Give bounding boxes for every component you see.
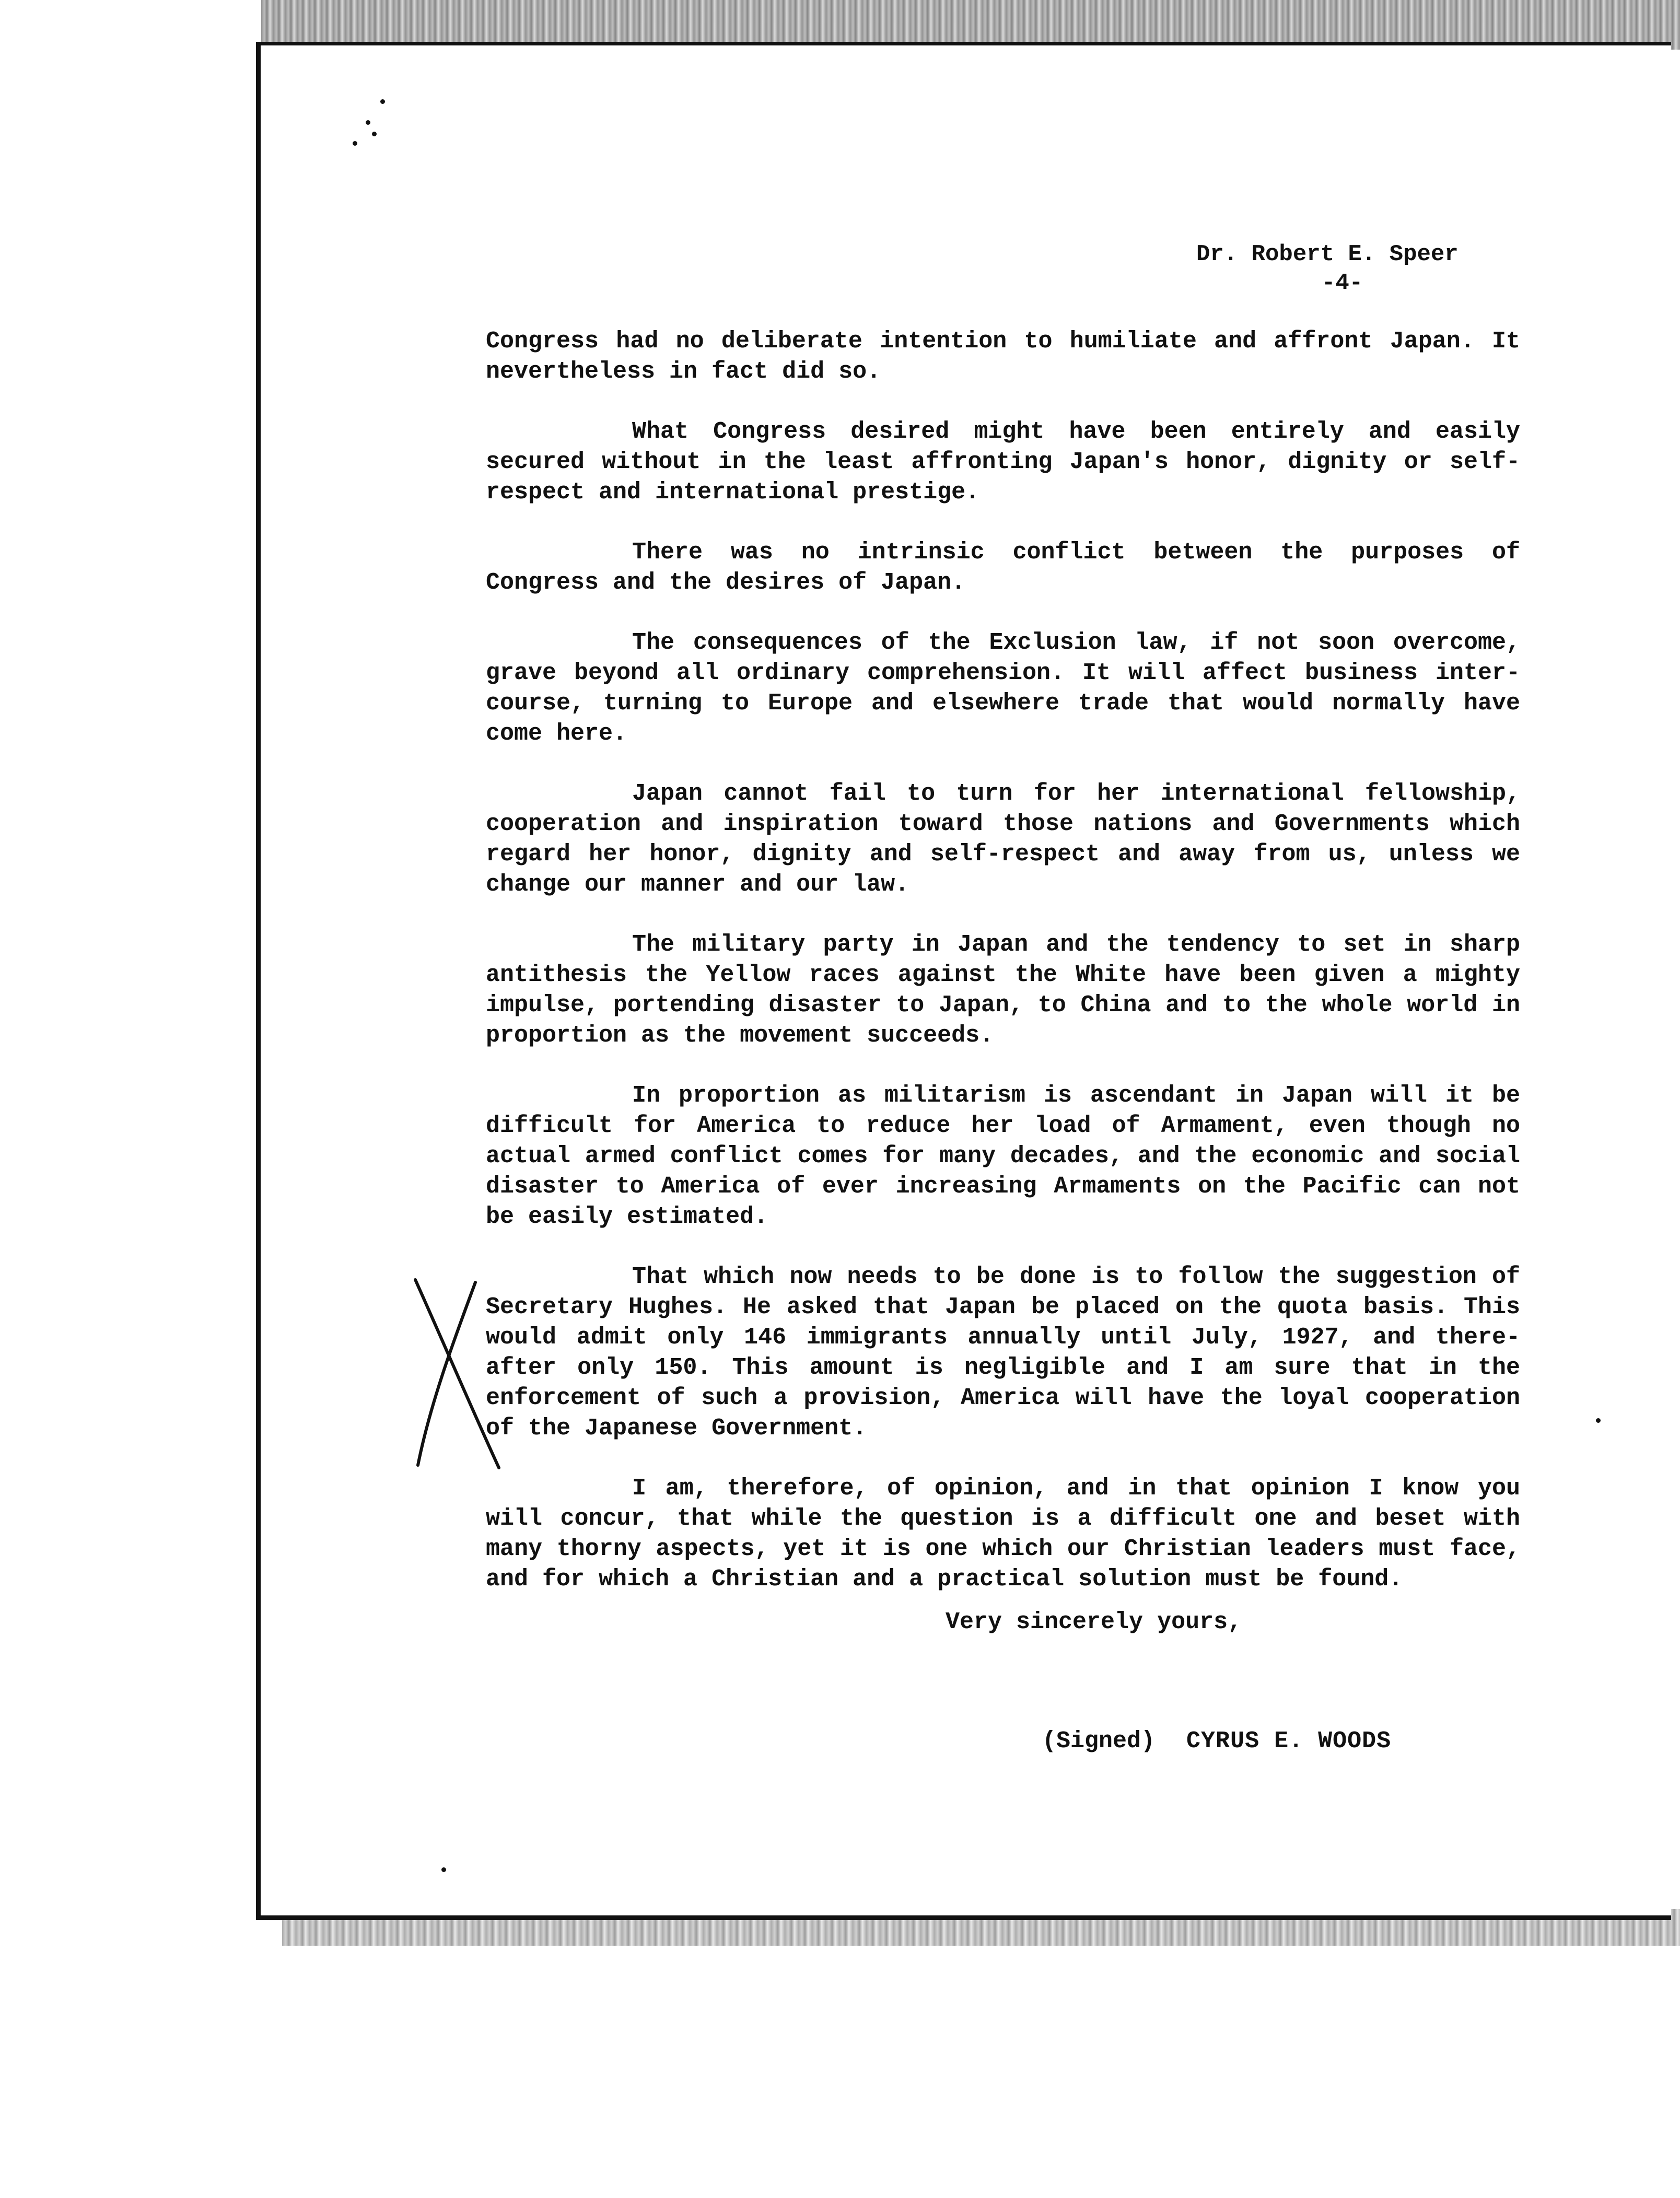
recipient-line: Dr. Robert E. Speer xyxy=(1196,241,1459,267)
paragraph: The military party in Japan and the tendency to set in sharp antithesis the Yellow races against the White have been given a mighty impulse, portending disaster to Japan, to China and to the whole world in proportion as the movement succeeds. xyxy=(486,931,1520,1049)
paragraph: Congress had no deliberate intention to humiliate and affront Japan. It nevertheless in fact did so. xyxy=(486,328,1520,385)
signed-label: (Signed) xyxy=(1042,1728,1156,1755)
paragraph: In proportion as militarism is ascendant in Japan will it be difficult for America to reduce her load of Armament, even though no actual armed conflict comes for many decades, and the economic and social disaster to America of ever increasing Armaments on the Pacific can not be easily estimated. xyxy=(486,1082,1520,1230)
letter-header xyxy=(1196,240,1520,298)
paragraph: I am, therefore, of opinion, and in that opinion I know you will concur, that while the question is a difficult one and beset with many thorny aspects, yet it is one which our Christian leaders must face, and for which a Christian and a practical solution must be found. xyxy=(486,1475,1520,1593)
handwritten-x-mark xyxy=(407,1275,507,1473)
letter-body xyxy=(486,326,1520,1624)
paragraph: What Congress desired might have been entirely and easily secured without in the least affronting Japan's honor, dignity or self-respect and international prestige. xyxy=(486,418,1520,506)
signer-name: CYRUS E. WOODS xyxy=(1186,1728,1392,1755)
page-number: -4- xyxy=(1322,270,1363,296)
closing-line: Very sincerely yours, xyxy=(946,1609,1242,1635)
paragraph: Japan cannot fail to turn for her international fellowship, cooperation and inspiration toward those nations and Governments which regard her honor, dignity and self-respect and away from us, unless we change our manner and our law. xyxy=(486,780,1520,898)
paragraph: The consequences of the Exclusion law, if not soon overcome, grave beyond all ordinary comprehension. It will affect business inter-course, turning to Europe and elsewhere trade that would normally have come here. xyxy=(486,629,1520,747)
paragraph: There was no intrinsic conflict between the purposes of Congress and the desires of Japan. xyxy=(486,539,1520,596)
paragraph: That which now needs to be done is to follow the suggestion of Secretary Hughes. He asked that Japan be placed on the quota basis. This would admit only 146 immigrants annually until July, 1927, and there-after only 150. This amount is negligible and I am sure that in the enforcement of such a provision, America will have the loyal cooperation of the Japanese Government. xyxy=(486,1264,1520,1442)
signature-block xyxy=(1042,1728,1391,1755)
